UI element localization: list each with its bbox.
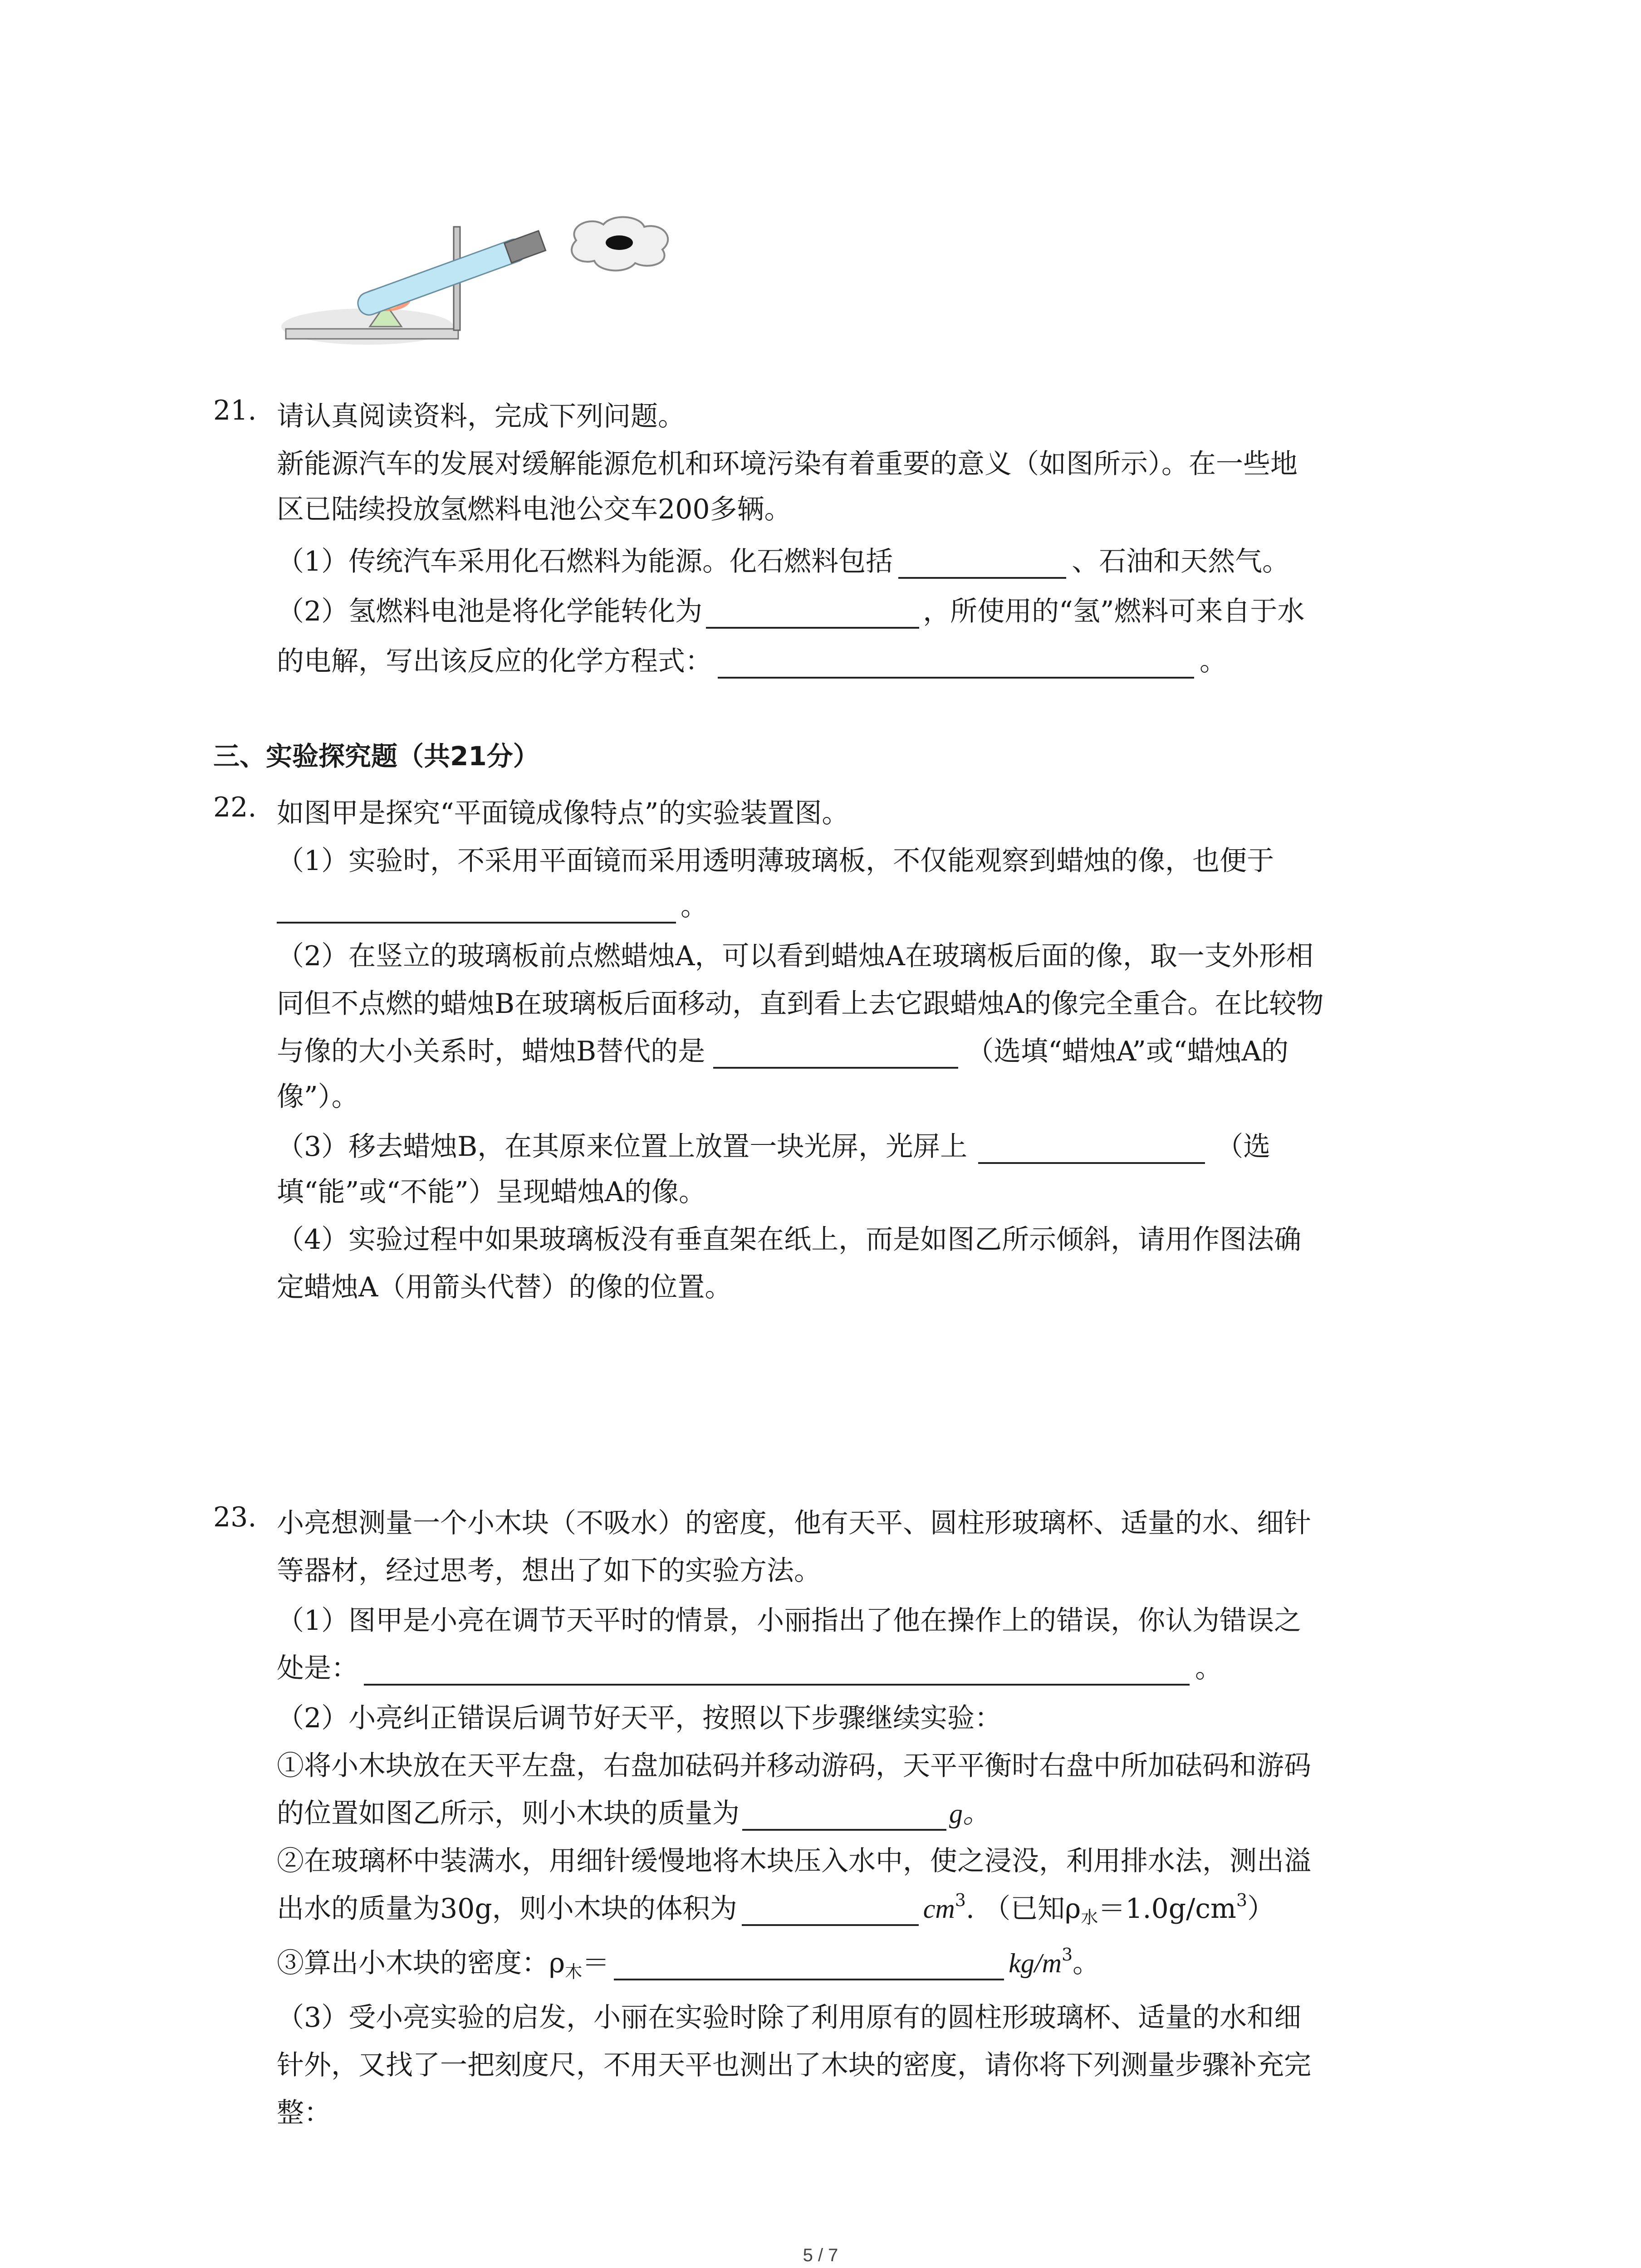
- q23-step3-unit-exp: 3: [1061, 1945, 1073, 1965]
- q22-part3-line1: [277, 1125, 1270, 1164]
- q23-step2-line2: [277, 1887, 1274, 1926]
- q22-part4-line1: （4）实验过程中如果玻璃板没有垂直架在纸上，而是如图乙所示倾斜，请用作图法确: [277, 1224, 1302, 1256]
- q22-part3-choice: （选: [1216, 1131, 1271, 1163]
- q23-step2-unit-exp: 3: [955, 1890, 966, 1910]
- q23-step1-line2: [277, 1792, 990, 1831]
- q23-part1-text: 处是：: [277, 1652, 358, 1684]
- test-tube-heating-apparatus-icon: [277, 213, 703, 349]
- q22-part2-line2: 同但不点燃的蜡烛B在玻璃板后面移动，直到看上去它跟蜡烛A的像完全重合。在比较物: [277, 988, 1324, 1020]
- q21-answer-blank-2[interactable]: [706, 599, 919, 629]
- q21-answer-blank-3[interactable]: [718, 649, 1194, 679]
- q21-intro: 请认真阅读资料，完成下列问题。: [277, 401, 685, 432]
- q22-intro: 如图甲是探究“平面镜成像特点”的实验装置图。: [277, 797, 849, 829]
- q23-answer-blank-3[interactable]: [742, 1896, 919, 1926]
- q22-answer-blank-2[interactable]: [713, 1039, 958, 1069]
- q23-step3-line: [277, 1941, 1100, 1980]
- q21-part1-text: （1）传统汽车采用化石燃料为能源。化石燃料包括: [277, 546, 893, 577]
- q23-step2-note-exp: 3: [1236, 1890, 1248, 1910]
- q21-part2: [277, 590, 1305, 629]
- q23-part1-line2: [277, 1647, 1222, 1686]
- q23-line1: 小亮想测量一个小木块（不吸水）的密度，他有天平、圆柱形玻璃杯、适量的水、细针: [277, 1507, 1311, 1539]
- q22-answer-blank-1[interactable]: [277, 894, 676, 924]
- q21-part2-text-equation: 的电解，写出该反应的化学方程式：: [277, 645, 712, 677]
- q23-step2-note-a: . （已知ρ: [965, 1893, 1081, 1925]
- q23-part3-line3: 整：: [277, 2097, 331, 2129]
- q23-answer-blank-1[interactable]: [364, 1656, 1190, 1686]
- q22-part1-end: 。: [681, 890, 708, 922]
- q23-step3-unit: kg/m: [1009, 1948, 1062, 1978]
- q22-part2-choice: （选填“蜡烛A”或“蜡烛A的: [966, 1036, 1288, 1067]
- q21-part2-end: 。: [1200, 645, 1227, 677]
- q22-part1-line1: （1）实验时，不采用平面镜而采用透明薄玻璃板，不仅能观察到蜡烛的像，也便于: [277, 845, 1274, 877]
- page-number: 5 / 7: [803, 2245, 838, 2265]
- q22-part1-line2: [277, 885, 708, 924]
- q21-part1-text-end: 、石油和天然气。: [1072, 546, 1290, 577]
- q23-step3-eq: ＝: [582, 1947, 610, 1979]
- q21-paragraph-line1: 新能源汽车的发展对缓解能源危机和环境污染有着重要的意义（如图所示）。在一些地: [277, 448, 1298, 480]
- q23-number: 23.: [213, 1501, 257, 1533]
- q23-step3-sub: 木: [565, 1962, 583, 1982]
- q23-step1-text: 的位置如图乙所示，则小木块的质量为: [277, 1798, 740, 1829]
- q22-part2-line3: [277, 1030, 1288, 1069]
- q23-step2-line1: ②在玻璃杯中装满水，用细针缓慢地将木块压入水中，使之浸没，利用排水法，测出溢: [277, 1845, 1311, 1877]
- q23-step1-line1: ①将小木块放在天平左盘，右盘加砝码并移动游码，天平平衡时右盘中所加砝码和游码: [277, 1750, 1311, 1782]
- q23-part3-line2: 针外，又找了一把刻度尺，不用天平也测出了木块的密度，请你将下列测量步骤补充完: [277, 2049, 1311, 2081]
- q22-part3-line2: 填“能”或“不能”）呈现蜡烛A的像。: [277, 1176, 706, 1208]
- q22-part4-line2: 定蜡烛A（用箭头代替）的像的位置。: [277, 1271, 732, 1303]
- q22-part2-line1: （2）在竖立的玻璃板前点燃蜡烛A，可以看到蜡烛A在玻璃板后面的像，取一支外形相: [277, 940, 1313, 972]
- q23-part1-end: 。: [1195, 1652, 1222, 1684]
- q21-part2-line2: [277, 640, 1227, 679]
- q21-part2-text: （2）氢燃料电池是将化学能转化为: [277, 596, 703, 627]
- q23-line2: 等器材，经过思考，想出了如下的实验方法。: [277, 1555, 821, 1587]
- q21-part2-text-mid: ，所使用的“氢”燃料可来自于水: [923, 596, 1305, 627]
- q22-part2-line4: 像”）。: [277, 1081, 359, 1113]
- q23-step2-note-b: ＝1.0g/cm: [1098, 1893, 1236, 1925]
- q22-number: 22.: [213, 792, 257, 823]
- q23-part2-line1: （2）小亮纠正错误后调节好天平，按照以下步骤继续实验：: [277, 1702, 1002, 1734]
- q23-step3-text: ③算出小木块的密度：ρ: [277, 1947, 565, 1979]
- q23-step2-unit: cm: [923, 1894, 955, 1924]
- q23-answer-blank-2[interactable]: [742, 1801, 946, 1831]
- q23-step1-unit: g。: [949, 1799, 990, 1828]
- q23-step2-note-sub: 水: [1081, 1907, 1098, 1927]
- q22-part3-text: （3）移去蜡烛B，在其原来位置上放置一块光屏，光屏上: [277, 1131, 968, 1163]
- q23-part1-line1: （1）图甲是小亮在调节天平时的情景，小丽指出了他在操作上的错误，你认为错误之: [277, 1605, 1302, 1637]
- q21-answer-blank-1[interactable]: [898, 549, 1066, 579]
- q23-step2-note-c: ）: [1247, 1893, 1275, 1925]
- q21-paragraph-line2: 区已陆续投放氢燃料电池公交车200多辆。: [277, 494, 792, 525]
- q23-step3-end: 。: [1073, 1947, 1100, 1979]
- q21-number: 21.: [213, 395, 257, 426]
- q23-part3-line1: （3）受小亮实验的启发，小丽在实验时除了利用原有的圆柱形玻璃杯、适量的水和细: [277, 2002, 1302, 2033]
- q23-answer-blank-4[interactable]: [614, 1950, 1004, 1980]
- section-3-title: 三、实验探究题（共21分）: [213, 741, 539, 772]
- q22-part2-text: 与像的大小关系时，蜡烛B替代的是: [277, 1036, 705, 1067]
- q23-step2-text: 出水的质量为30g，则小木块的体积为: [277, 1893, 737, 1925]
- q22-answer-blank-3[interactable]: [978, 1134, 1205, 1164]
- q21-part1: [277, 540, 1289, 579]
